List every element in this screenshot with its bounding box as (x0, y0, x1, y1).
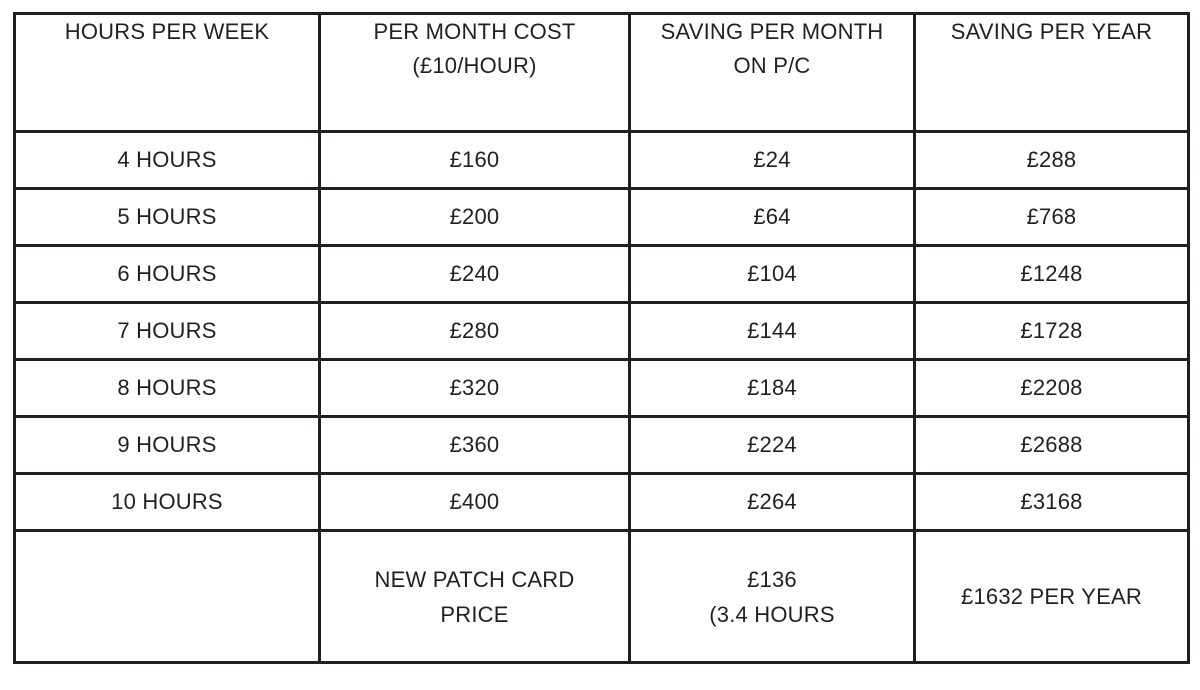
patch-card-pricing-table (13, 12, 1190, 664)
cell-saving-per-month: £224 (630, 417, 915, 474)
cell-per-month-cost: £320 (320, 360, 630, 417)
footer-cell-patch-card-cost: £136 (3.4 HOURS (630, 531, 915, 663)
table-row (15, 132, 1189, 189)
cell-saving-per-year: £3168 (915, 474, 1189, 531)
column-header-saving-per-month (630, 14, 915, 132)
cell-per-month-cost: £280 (320, 303, 630, 360)
table-row (15, 417, 1189, 474)
cell-hours: 5 HOURS (15, 189, 320, 246)
cell-hours: 6 HOURS (15, 246, 320, 303)
cell-per-month-cost: £160 (320, 132, 630, 189)
header-label: PER MONTH COST (373, 19, 576, 44)
table-row (15, 474, 1189, 531)
cell-saving-per-year: £768 (915, 189, 1189, 246)
cell-saving-per-year: £2688 (915, 417, 1189, 474)
header-label: HOURS PER WEEK (64, 19, 270, 44)
header-label-sub: ON P/C (733, 53, 811, 78)
footer-cell-empty (15, 531, 320, 663)
cell-hours: 9 HOURS (15, 417, 320, 474)
column-header-per-month-cost (320, 14, 630, 132)
cell-hours: 4 HOURS (15, 132, 320, 189)
header-label: SAVING PER YEAR (950, 19, 1153, 44)
cell-per-month-cost: £400 (320, 474, 630, 531)
cell-saving-per-month: £24 (630, 132, 915, 189)
cell-per-month-cost: £360 (320, 417, 630, 474)
cell-saving-per-year: £1728 (915, 303, 1189, 360)
cell-saving-per-year: £288 (915, 132, 1189, 189)
column-header-saving-per-year (915, 14, 1189, 132)
cell-per-month-cost: £240 (320, 246, 630, 303)
cell-saving-per-month: £104 (630, 246, 915, 303)
header-label-sub: (£10/HOUR) (412, 53, 537, 78)
cell-hours: 10 HOURS (15, 474, 320, 531)
header-row (15, 14, 1189, 132)
table-row (15, 360, 1189, 417)
cell-hours: 7 HOURS (15, 303, 320, 360)
footer-cell-saving-per-year: £1632 PER YEAR (915, 531, 1189, 663)
cell-saving-per-month: £264 (630, 474, 915, 531)
header-label: SAVING PER MONTH (660, 19, 884, 44)
cell-saving-per-year: £1248 (915, 246, 1189, 303)
footer-cell-new-patch-card-price: NEW PATCH CARD PRICE (320, 531, 630, 663)
cell-saving-per-month: £144 (630, 303, 915, 360)
table-row (15, 303, 1189, 360)
column-header-hours-per-week (15, 14, 320, 132)
cell-per-month-cost: £200 (320, 189, 630, 246)
footer-row (15, 531, 1189, 663)
cell-saving-per-month: £64 (630, 189, 915, 246)
table-row (15, 246, 1189, 303)
cell-hours: 8 HOURS (15, 360, 320, 417)
cell-saving-per-month: £184 (630, 360, 915, 417)
table-row (15, 189, 1189, 246)
cell-saving-per-year: £2208 (915, 360, 1189, 417)
